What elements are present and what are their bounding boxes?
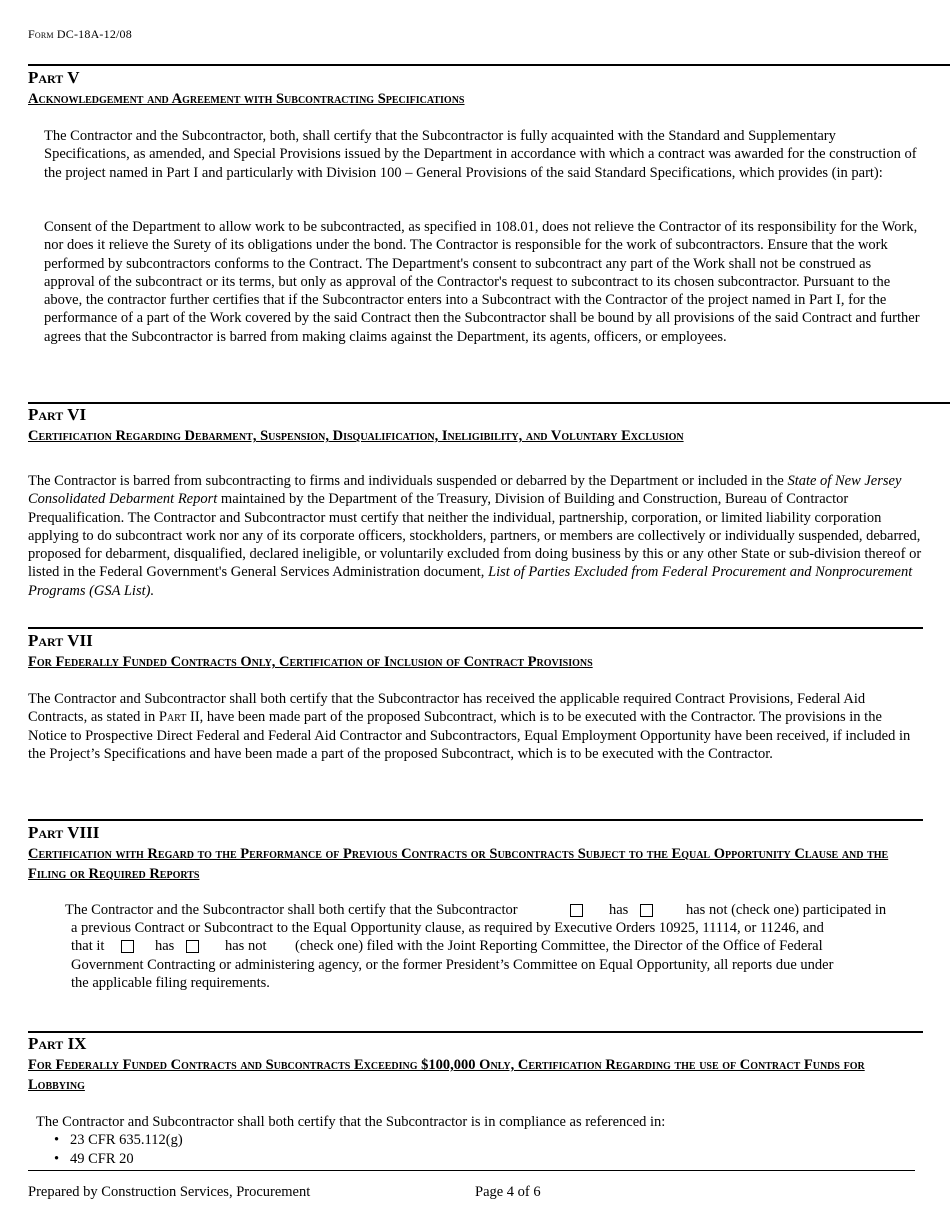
part-5-subtitle: Acknowledgement and Agreement with Subcontracting Specifications	[28, 91, 465, 107]
part-6-subtitle: Certification Regarding Debarment, Suspension, Disqualification, Ineligibility, and Voluntary Exclusion	[28, 428, 684, 444]
part-8-line-3-text: that it	[71, 938, 105, 954]
part-7-text-a: The Contractor and Subcontractor shall both certify that the Subcontractor has received the applicable required Contract Provisions, Federal Aid Contracts, as stated in	[28, 691, 866, 726]
footer-divider	[28, 1170, 915, 1171]
list-item: • 23 CFR 635.112(g)	[38, 1131, 183, 1150]
part-9-title	[28, 1034, 86, 1054]
filed-has-not-checkbox[interactable]	[186, 940, 199, 953]
divider	[28, 402, 950, 404]
part-6-title: Part VI	[28, 405, 87, 424]
part-9-title-a: Part	[28, 1034, 64, 1053]
part-8-line-5: the applicable filing requirements.	[71, 975, 270, 991]
part-6-paragraph	[28, 472, 924, 600]
divider	[28, 627, 923, 629]
part-5-paragraph-1: The Contractor and the Subcontractor, both, shall certify that the Subcontractor is fully acquainted with the Standard and Supplementary Specifications, as amended, and Special Provisions issued by the Department in accordance with which a contract was awarded for the construction of the project named in Part I and particularly with Division 100 – General Provisions of the said Standard Specifications, which provides (in part):	[44, 128, 917, 181]
form-number: Form DC-18A-12/08	[28, 27, 132, 41]
part-7-title: Part VII	[28, 631, 93, 650]
part-8-line-4: Government Contracting or administering agency, or the former President’s Committee on Equal Opportunity, all reports due under	[71, 957, 834, 973]
part-6-text-b: maintained by the Department of the Treasury, Division of Building and Construction, Bureau of Contractor Prequalification. The Contractor and Subcontractor must certify that neither the individual, partnership, corporation, or limited liability corporation applying to do subcontract work nor any of its corporate officers, stockholders, partners, or members are collectively or individually suspended, debarred, proposed for debarment, disqualified, declared ineligible, or voluntarily excluded from doing business by this or any other State or sub-division thereof or listed in the Federal Government's General Services Administration document,	[28, 491, 922, 581]
divider	[28, 819, 923, 821]
page-number: Page 4 of 6	[475, 1184, 541, 1200]
participated-has-not-checkbox[interactable]	[640, 904, 653, 917]
part-7-subtitle: For Federally Funded Contracts Only, Certification of Inclusion of Contract Provisions	[28, 654, 593, 670]
has-label: has	[609, 902, 629, 918]
filed-has-checkbox[interactable]	[121, 940, 134, 953]
part-9-title-b: IX	[63, 1034, 87, 1053]
part-5-title: Part V	[28, 68, 80, 87]
has-not-label: has not	[225, 938, 267, 954]
divider	[28, 1031, 923, 1033]
debarment-report-title: State of New Jersey Consolidated Debarment Report	[28, 473, 902, 508]
cfr-list	[38, 1131, 183, 1169]
part-7-text-b: II, have been made part of the proposed Subcontract, which is to be executed with the Contractor. The provisions in the Notice to Prospective Direct Federal and Federal Aid Contractor and Subcontractors, Equal Employment Opportunity have been received, if included in the Project’s Specifications and have been made a part of the proposed Subcontract, which is to be executed with the Contractor.	[28, 709, 911, 762]
part-8-line-1-text: The Contractor and the Subcontractor shall both certify that the Subcontractor	[65, 902, 518, 918]
list-item: • 49 CFR 20	[38, 1150, 183, 1169]
part-7-paragraph	[28, 690, 924, 763]
part-9-intro: The Contractor and Subcontractor shall both certify that the Subcontractor is in compliance as referenced in:	[36, 1114, 666, 1130]
part-8-subtitle: Certification with Regard to the Performance of Previous Contracts or Subcontracts Subject to the Equal Opportunity Clause and the Filing or Required Reports	[28, 846, 889, 882]
part-8-line-2: a previous Contract or Subcontract to the Equal Opportunity clause, as required by Executive Orders 10925, 11114, or 11246, and	[71, 920, 824, 936]
part-9-subtitle: For Federally Funded Contracts and Subcontracts Exceeding $100,000 Only, Certification Regarding the use of Contract Funds for Lobbying	[28, 1057, 865, 1093]
participated-has-checkbox[interactable]	[570, 904, 583, 917]
has-not-participated-label: has not (check one) participated in	[686, 902, 887, 918]
check-one-text: (check one) filed with the Joint Reporting Committee, the Director of the Office of Federal	[295, 938, 823, 954]
prepared-by: Prepared by Construction Services, Procurement	[28, 1184, 311, 1200]
part-5-paragraph-2: Consent of the Department to allow work to be subcontracted, as specified in 108.01, does not relieve the Contractor of its responsibility for the Work, nor does it relieve the Surety of its obligations under the bond. The Contractor is responsible for the work of subcontractors. Ensure that the work performed by subcontractors conforms to the Contract. The Department's consent to subcontract any part of the Work shall not be construed as approval of the subcontract or its terms, but only as approval of the Contractor's request to subcontract to its chosen subcontractor. Pursuant to the above, the contractor further certifies that if the Subcontractor enters into a Subcontract with the Contractor of the project named in Part I, for the performance of a part of the Work covered by the said Contract then the Subcontractor shall be bound by all provisions of the said Contract and further agrees that the Subcontractor is barred from making claims against the Department, its agents, officers, or employees.	[44, 219, 920, 345]
divider	[28, 64, 950, 66]
part-6-text-a: The Contractor is barred from subcontracting to firms and individuals suspended or debarred by the Department or included in the	[28, 473, 788, 489]
gsa-list-title: List of Parties Excluded from Federal Procurement and Nonprocurement Programs (GSA List).	[28, 564, 913, 599]
has-label: has	[155, 938, 175, 954]
part-reference: Part	[158, 709, 187, 726]
part-8-title: Part VIII	[28, 823, 100, 842]
